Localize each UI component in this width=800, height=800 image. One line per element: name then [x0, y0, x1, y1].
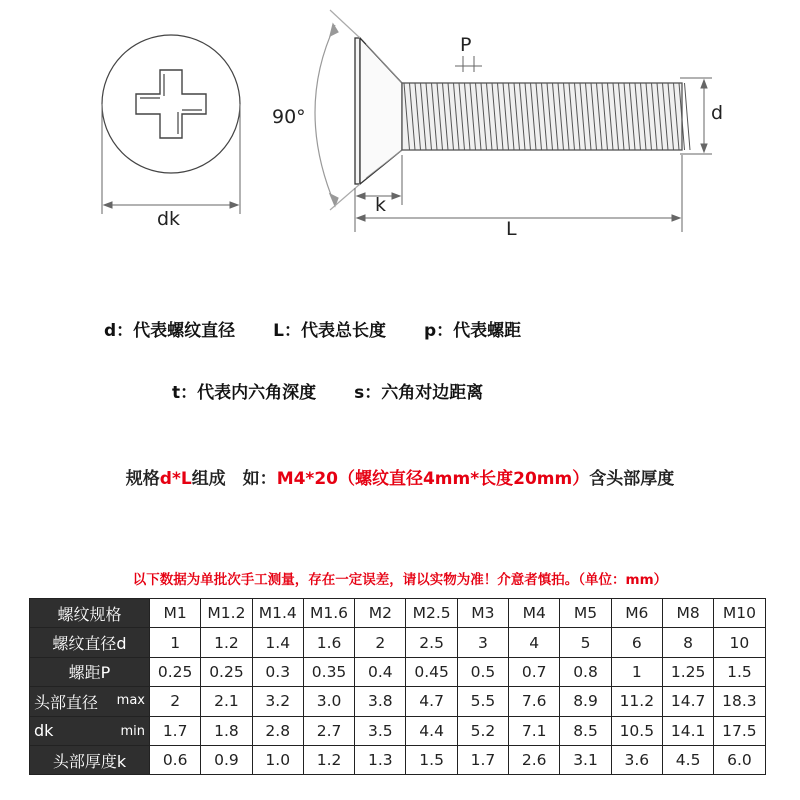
legend-l: L：代表总长度	[273, 321, 387, 341]
row-header: 螺距P	[30, 657, 150, 686]
table-cell: M8	[662, 599, 713, 628]
spec-mid: 组成 如：	[191, 469, 277, 489]
table-cell: M1.6	[303, 599, 354, 628]
dk-dimension	[102, 104, 240, 214]
table-cell: 0.25	[150, 657, 201, 686]
table-cell: 0.4	[355, 657, 406, 686]
head-circle	[102, 35, 240, 173]
diameter-label: d	[711, 102, 724, 124]
table-cell: 1.7	[150, 716, 201, 745]
table-cell: 1.4	[252, 628, 303, 657]
pitch-label: P	[460, 34, 472, 56]
table-cell: 10	[714, 628, 765, 657]
row-header-sub: max	[116, 692, 145, 708]
table-cell: M5	[560, 599, 611, 628]
table-cell: 1.2	[201, 628, 252, 657]
table-cell: 8.9	[560, 687, 611, 716]
table-cell: 2.1	[201, 687, 252, 716]
angle-label: 90°	[272, 106, 306, 128]
table-cell: M2	[355, 599, 406, 628]
legend-line-1	[104, 316, 559, 341]
table-cell: 0.9	[201, 745, 252, 774]
legend-d: d：代表螺纹直径	[104, 321, 236, 341]
screw-side-view	[355, 38, 682, 184]
table-cell: 5.2	[457, 716, 508, 745]
table-row	[30, 628, 766, 657]
table-cell: 6	[611, 628, 662, 657]
table-cell: 17.5	[714, 716, 765, 745]
table-row	[30, 745, 766, 774]
table-cell: 1.5	[714, 657, 765, 686]
table-cell: 2.8	[252, 716, 303, 745]
row-header: 螺纹规格	[30, 599, 150, 628]
table-cell: 0.6	[150, 745, 201, 774]
table-cell: 0.35	[303, 657, 354, 686]
row-header: 螺纹直径d	[30, 628, 150, 657]
table-cell: 1.0	[252, 745, 303, 774]
table-cell: M6	[611, 599, 662, 628]
row-header: 头部厚度k	[30, 745, 150, 774]
table-cell: 1.7	[457, 745, 508, 774]
phillips-cross-icon	[136, 70, 206, 138]
table-cell: 2.5	[406, 628, 457, 657]
table-cell: 0.5	[457, 657, 508, 686]
table-cell: 8.5	[560, 716, 611, 745]
table-cell: 0.8	[560, 657, 611, 686]
row-header-label: dk	[34, 721, 54, 741]
table-cell: 5.5	[457, 687, 508, 716]
table-cell: 2	[150, 687, 201, 716]
table-cell: 4.4	[406, 716, 457, 745]
table-cell: 6.0	[714, 745, 765, 774]
table-cell: M10	[714, 599, 765, 628]
head-top-view	[102, 35, 240, 173]
spec-table	[29, 598, 766, 775]
table-cell: 2.7	[303, 716, 354, 745]
head-height-label: k	[375, 194, 387, 216]
table-cell: M3	[457, 599, 508, 628]
table-cell: 1.2	[303, 745, 354, 774]
angle-arc	[315, 10, 360, 210]
pitch-dimension	[455, 56, 482, 72]
table-cell: 1.25	[662, 657, 713, 686]
table-cell: M1.2	[201, 599, 252, 628]
table-cell: 4.5	[662, 745, 713, 774]
length-label: L	[506, 218, 517, 240]
spec-suffix: 含头部厚度	[589, 469, 675, 489]
table-cell: 0.7	[509, 657, 560, 686]
table-cell: 1	[611, 657, 662, 686]
row-header	[30, 716, 150, 745]
screw-diagram	[0, 0, 800, 260]
legend-s: s：六角对边距离	[354, 383, 484, 403]
legend-line-2	[172, 378, 521, 403]
spec-prefix: 规格	[125, 469, 160, 489]
table-cell: 3.5	[355, 716, 406, 745]
table-cell: 14.7	[662, 687, 713, 716]
table-cell: 3	[457, 628, 508, 657]
table-cell: 1.6	[303, 628, 354, 657]
dk-label: dk	[157, 208, 181, 230]
legend-p: p：代表螺距	[424, 321, 522, 341]
table-cell: M1.4	[252, 599, 303, 628]
table-cell: 1.8	[201, 716, 252, 745]
table-cell: M4	[509, 599, 560, 628]
table-row	[30, 687, 766, 716]
table-row	[30, 657, 766, 686]
table-cell: 0.3	[252, 657, 303, 686]
table-cell: 0.45	[406, 657, 457, 686]
table-cell: 7.6	[509, 687, 560, 716]
table-cell: 1.5	[406, 745, 457, 774]
table-cell: M2.5	[406, 599, 457, 628]
row-header-sub: min	[120, 724, 145, 740]
table-cell: 11.2	[611, 687, 662, 716]
row-header-label: 头部直径	[34, 692, 99, 712]
spec-example: M4*20（螺纹直径4mm*长度20mm）	[276, 469, 590, 489]
table-cell: 7.1	[509, 716, 560, 745]
table-cell: 10.5	[611, 716, 662, 745]
table-cell: M1	[150, 599, 201, 628]
spec-example-line	[0, 464, 800, 489]
table-cell: 4.7	[406, 687, 457, 716]
legend-t: t：代表内六角深度	[172, 383, 317, 403]
table-cell: 4	[509, 628, 560, 657]
spec-dl: d*L	[159, 469, 192, 489]
length-dimension	[355, 155, 682, 232]
table-cell: 3.6	[611, 745, 662, 774]
table-cell: 2	[355, 628, 406, 657]
table-row	[30, 716, 766, 745]
table-cell: 18.3	[714, 687, 765, 716]
table-cell: 8	[662, 628, 713, 657]
table-cell: 1.3	[355, 745, 406, 774]
table-cell: 14.1	[662, 716, 713, 745]
table-cell: 2.6	[509, 745, 560, 774]
table-cell: 0.25	[201, 657, 252, 686]
measurement-note: 以下数据为单批次手工测量，存在一定误差，请以实物为准！介意者慎拍。（单位：mm）	[132, 572, 668, 588]
row-header	[30, 687, 150, 716]
table-row	[30, 599, 766, 628]
table-cell: 1	[150, 628, 201, 657]
table-cell: 3.2	[252, 687, 303, 716]
table-cell: 5	[560, 628, 611, 657]
table-cell: 3.0	[303, 687, 354, 716]
table-cell: 3.8	[355, 687, 406, 716]
table-cell: 3.1	[560, 745, 611, 774]
